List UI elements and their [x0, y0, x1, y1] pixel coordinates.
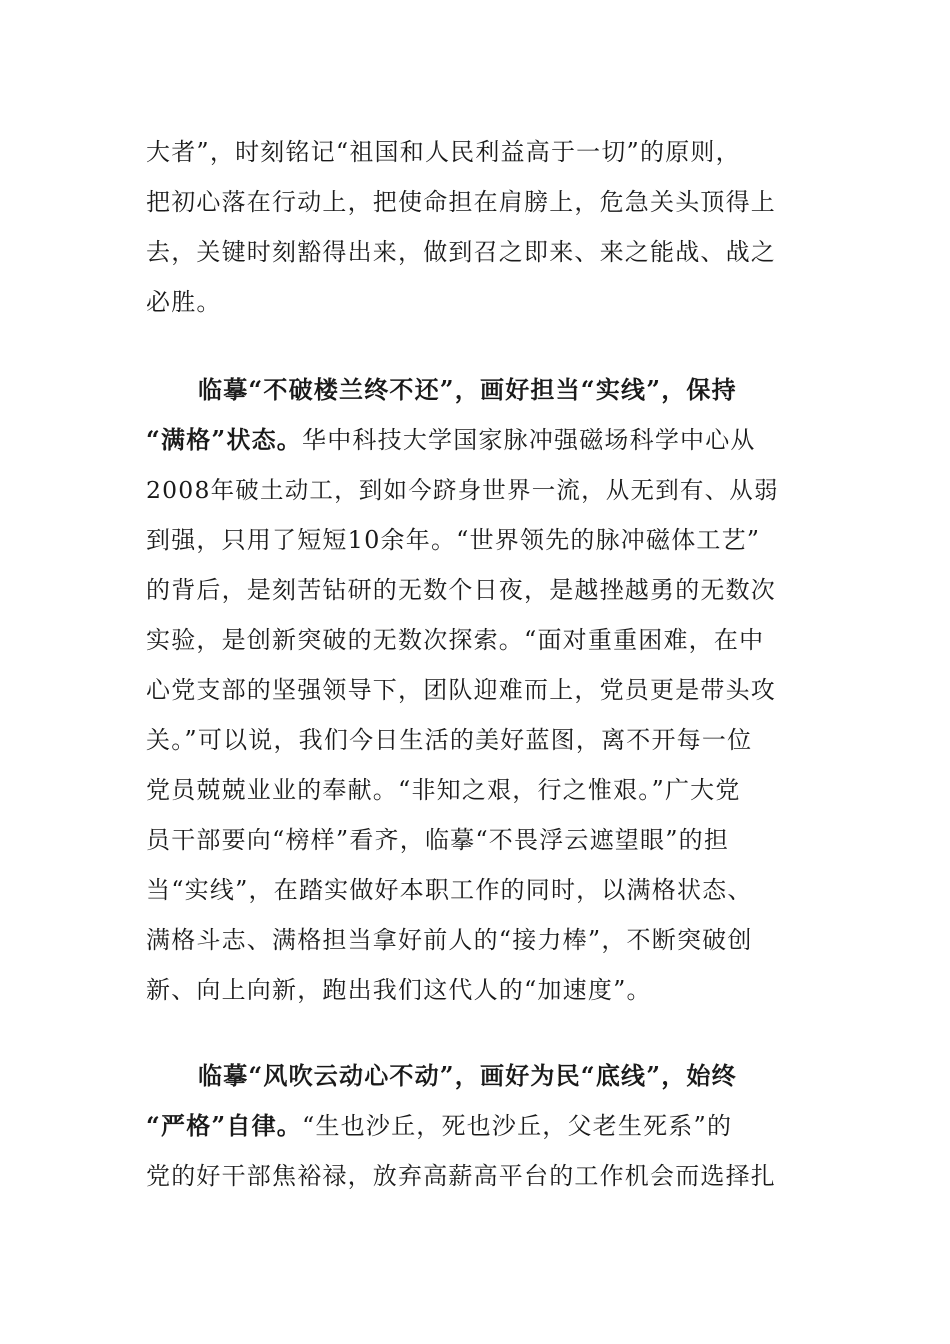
text-run: 员干部要向“榜样”看齐，临摹“不畏浮云遮望眼”的担: [146, 826, 730, 854]
section-heading-line: [146, 1051, 786, 1101]
text-run: 的背后，是刻苦钻研的无数个日夜，是越挫越勇的无数次: [146, 576, 776, 604]
paragraph-3: [146, 1051, 786, 1201]
text-run: 到强，只用了短短10余年。“世界领先的脉冲磁体工艺”: [146, 526, 761, 554]
paragraph-1: [146, 127, 786, 327]
text-line: [146, 615, 786, 665]
text-run: 实验，是创新突破的无数次探索。“面对重重困难，在中: [146, 626, 765, 654]
text-line: [146, 465, 786, 515]
text-run: 当“实线”，在踏实做好本职工作的同时，以满格状态、: [146, 876, 753, 904]
text-line: [146, 715, 786, 765]
text-line: [146, 915, 786, 965]
text-line: [146, 127, 786, 177]
text-line: [146, 865, 786, 915]
text-line: [146, 1151, 786, 1201]
section-heading-line: [146, 365, 786, 415]
text-line: [146, 515, 786, 565]
text-line: [146, 965, 786, 1015]
section-heading: 临摹“不破楼兰终不还”，画好担当“实线”，保持: [198, 375, 737, 404]
text-run: 新、向上向新，跑出我们这代人的“加速度”。: [146, 976, 652, 1004]
text-run: “生也沙丘，死也沙丘，父老生死系”的: [302, 1112, 733, 1140]
text-line: [146, 765, 786, 815]
text-line: [146, 1101, 786, 1151]
text-run: 党的好干部焦裕禄，放弃高薪高平台的工作机会而选择扎: [146, 1162, 776, 1190]
text-run: 把初心落在行动上，把使命担在肩膀上，危急关头顶得上: [146, 188, 776, 216]
text-run: 关。”可以说，我们今日生活的美好蓝图，离不开每一位: [146, 726, 753, 754]
text-line: [146, 415, 786, 465]
text-line: [146, 665, 786, 715]
text-run: 2008年破土动工，到如今跻身世界一流，从无到有、从弱: [146, 476, 779, 504]
text-run: 心党支部的坚强领导下，团队迎难而上，党员更是带头攻: [146, 676, 776, 704]
text-run: 去，关键时刻豁得出来，做到召之即来、来之能战、战之: [146, 238, 776, 266]
text-run: 满格斗志、满格担当拿好前人的“接力棒”，不断突破创: [146, 926, 753, 954]
text-run: 大者”，时刻铭记“祖国和人民利益高于一切”的原则，: [146, 138, 741, 166]
text-run: 华中科技大学国家脉冲强磁场科学中心从: [302, 426, 756, 454]
section-heading: 临摹“风吹云动心不动”，画好为民“底线”，始终: [198, 1061, 737, 1090]
text-line: [146, 277, 786, 327]
text-line: [146, 177, 786, 227]
text-line: [146, 815, 786, 865]
text-run: 必胜。: [146, 288, 222, 316]
text-run: 党员兢兢业业的奉献。“非知之艰，行之惟艰。”广大党: [146, 776, 741, 804]
section-heading: “严格”自律。: [146, 1111, 303, 1140]
text-line: [146, 227, 786, 277]
text-line: [146, 565, 786, 615]
paragraph-2: [146, 365, 786, 1015]
section-heading: “满格”状态。: [146, 425, 303, 454]
